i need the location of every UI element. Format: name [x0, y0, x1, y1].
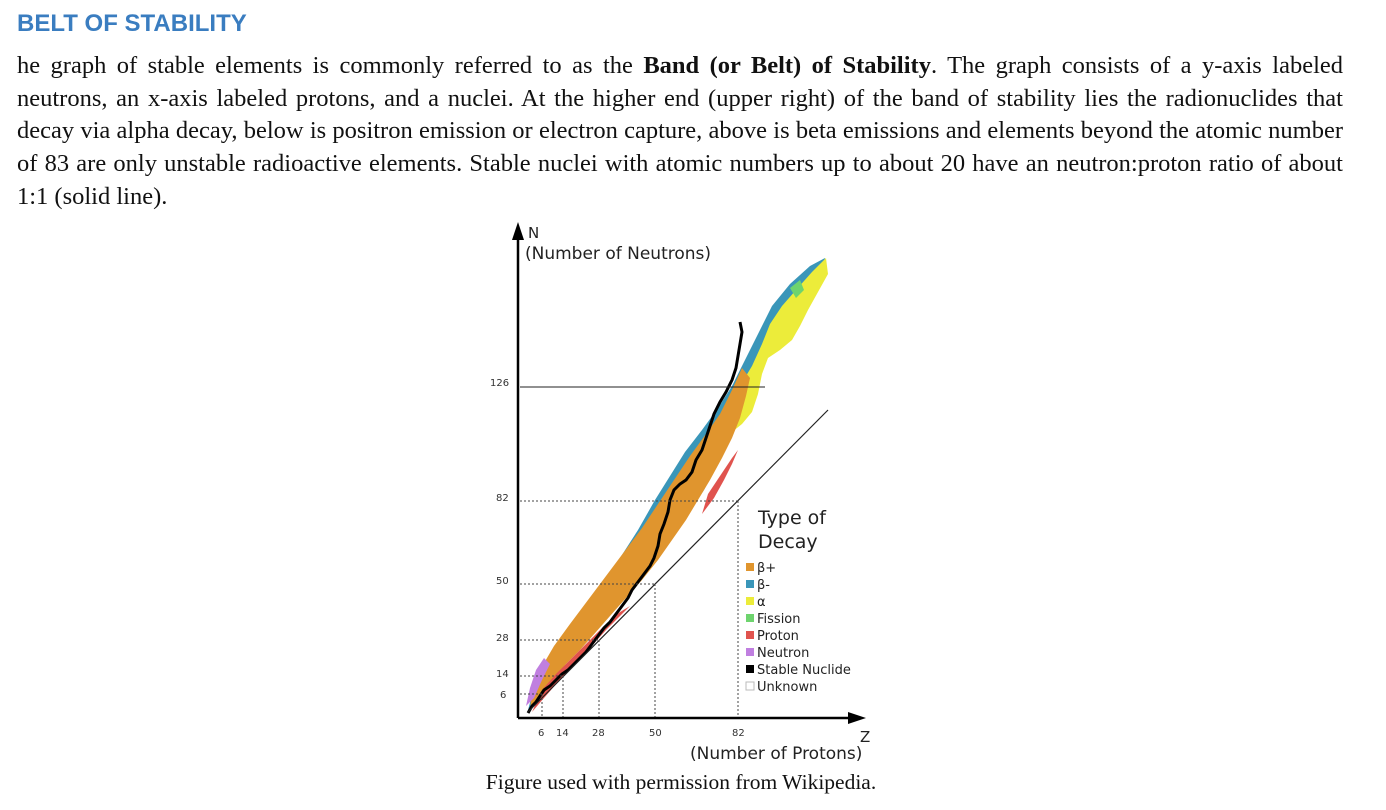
legend-swatch-neutron [746, 648, 754, 656]
legend-label-beta-plus: β+ [757, 561, 777, 576]
legend-label-fission: Fission [757, 612, 801, 627]
legend-label-alpha: α [757, 595, 766, 610]
y-tick-14: 14 [496, 669, 509, 680]
paragraph-text-2: . The graph consists of a y-axis labeled neutrons, an x-axis labeled protons, and a nuclei. At the higher end (upper right) of the band of stability lies the radionuclides that decay via alpha decay, below is positron emission or electron capture, above is beta emissions and elements beyond the atomic number of 83 are only unstable radioactive elements. Stable nuclei with atomic numbers up to about 20 have an neutron:proton ratio of about 1:1 (solid line). [17, 52, 1343, 210]
legend-swatch-beta-plus [746, 563, 754, 571]
legend-label-beta-minus: β- [757, 578, 770, 593]
paragraph-bold-term: Band (or Belt) of Stability [643, 52, 931, 79]
y-tick-50: 50 [496, 576, 509, 587]
beta-plus-region [530, 368, 750, 710]
figure-caption: Figure used with permission from Wikipedia. [485, 770, 877, 794]
legend-label-proton: Proton [757, 629, 799, 644]
y-axis-symbol: N [528, 224, 540, 242]
y-axis-arrow [512, 222, 524, 240]
x-tick-50: 50 [649, 728, 662, 739]
x-tick-6: 6 [538, 728, 545, 739]
legend-swatch-stable [746, 665, 754, 673]
legend-title-line2: Decay [758, 531, 818, 553]
x-axis-symbol: Z [860, 728, 871, 746]
legend-title-line1: Type of [758, 507, 826, 529]
legend-swatch-alpha [746, 597, 754, 605]
chart-svg [470, 218, 890, 768]
intro-paragraph [17, 50, 1343, 214]
y-tick-126: 126 [490, 378, 510, 389]
legend-swatch-beta-minus [746, 580, 754, 588]
section-heading: BELT OF STABILITY [17, 10, 247, 37]
paragraph-text-1: he graph of stable elements is commonly referred to as the [17, 52, 644, 79]
x-tick-14: 14 [556, 728, 569, 739]
x-tick-82: 82 [732, 728, 745, 739]
x-axis-arrow [848, 712, 866, 724]
legend-label-unknown: Unknown [757, 680, 818, 695]
legend-swatch-unknown [746, 682, 754, 690]
legend-swatch-proton [746, 631, 754, 639]
alpha-region [732, 258, 828, 432]
legend-label-stable: Stable Nuclide [757, 663, 851, 678]
y-tick-28: 28 [496, 633, 509, 644]
legend-swatch-fission [746, 614, 754, 622]
y-tick-6: 6 [500, 690, 507, 701]
y-axis-label: (Number of Neutrons) [525, 244, 712, 264]
legend-label-neutron: Neutron [757, 646, 810, 661]
y-tick-82: 82 [496, 493, 509, 504]
x-axis-label: (Number of Protons) [690, 744, 863, 764]
belt-of-stability-figure [470, 218, 890, 768]
decay-legend [746, 507, 851, 695]
x-tick-28: 28 [592, 728, 605, 739]
